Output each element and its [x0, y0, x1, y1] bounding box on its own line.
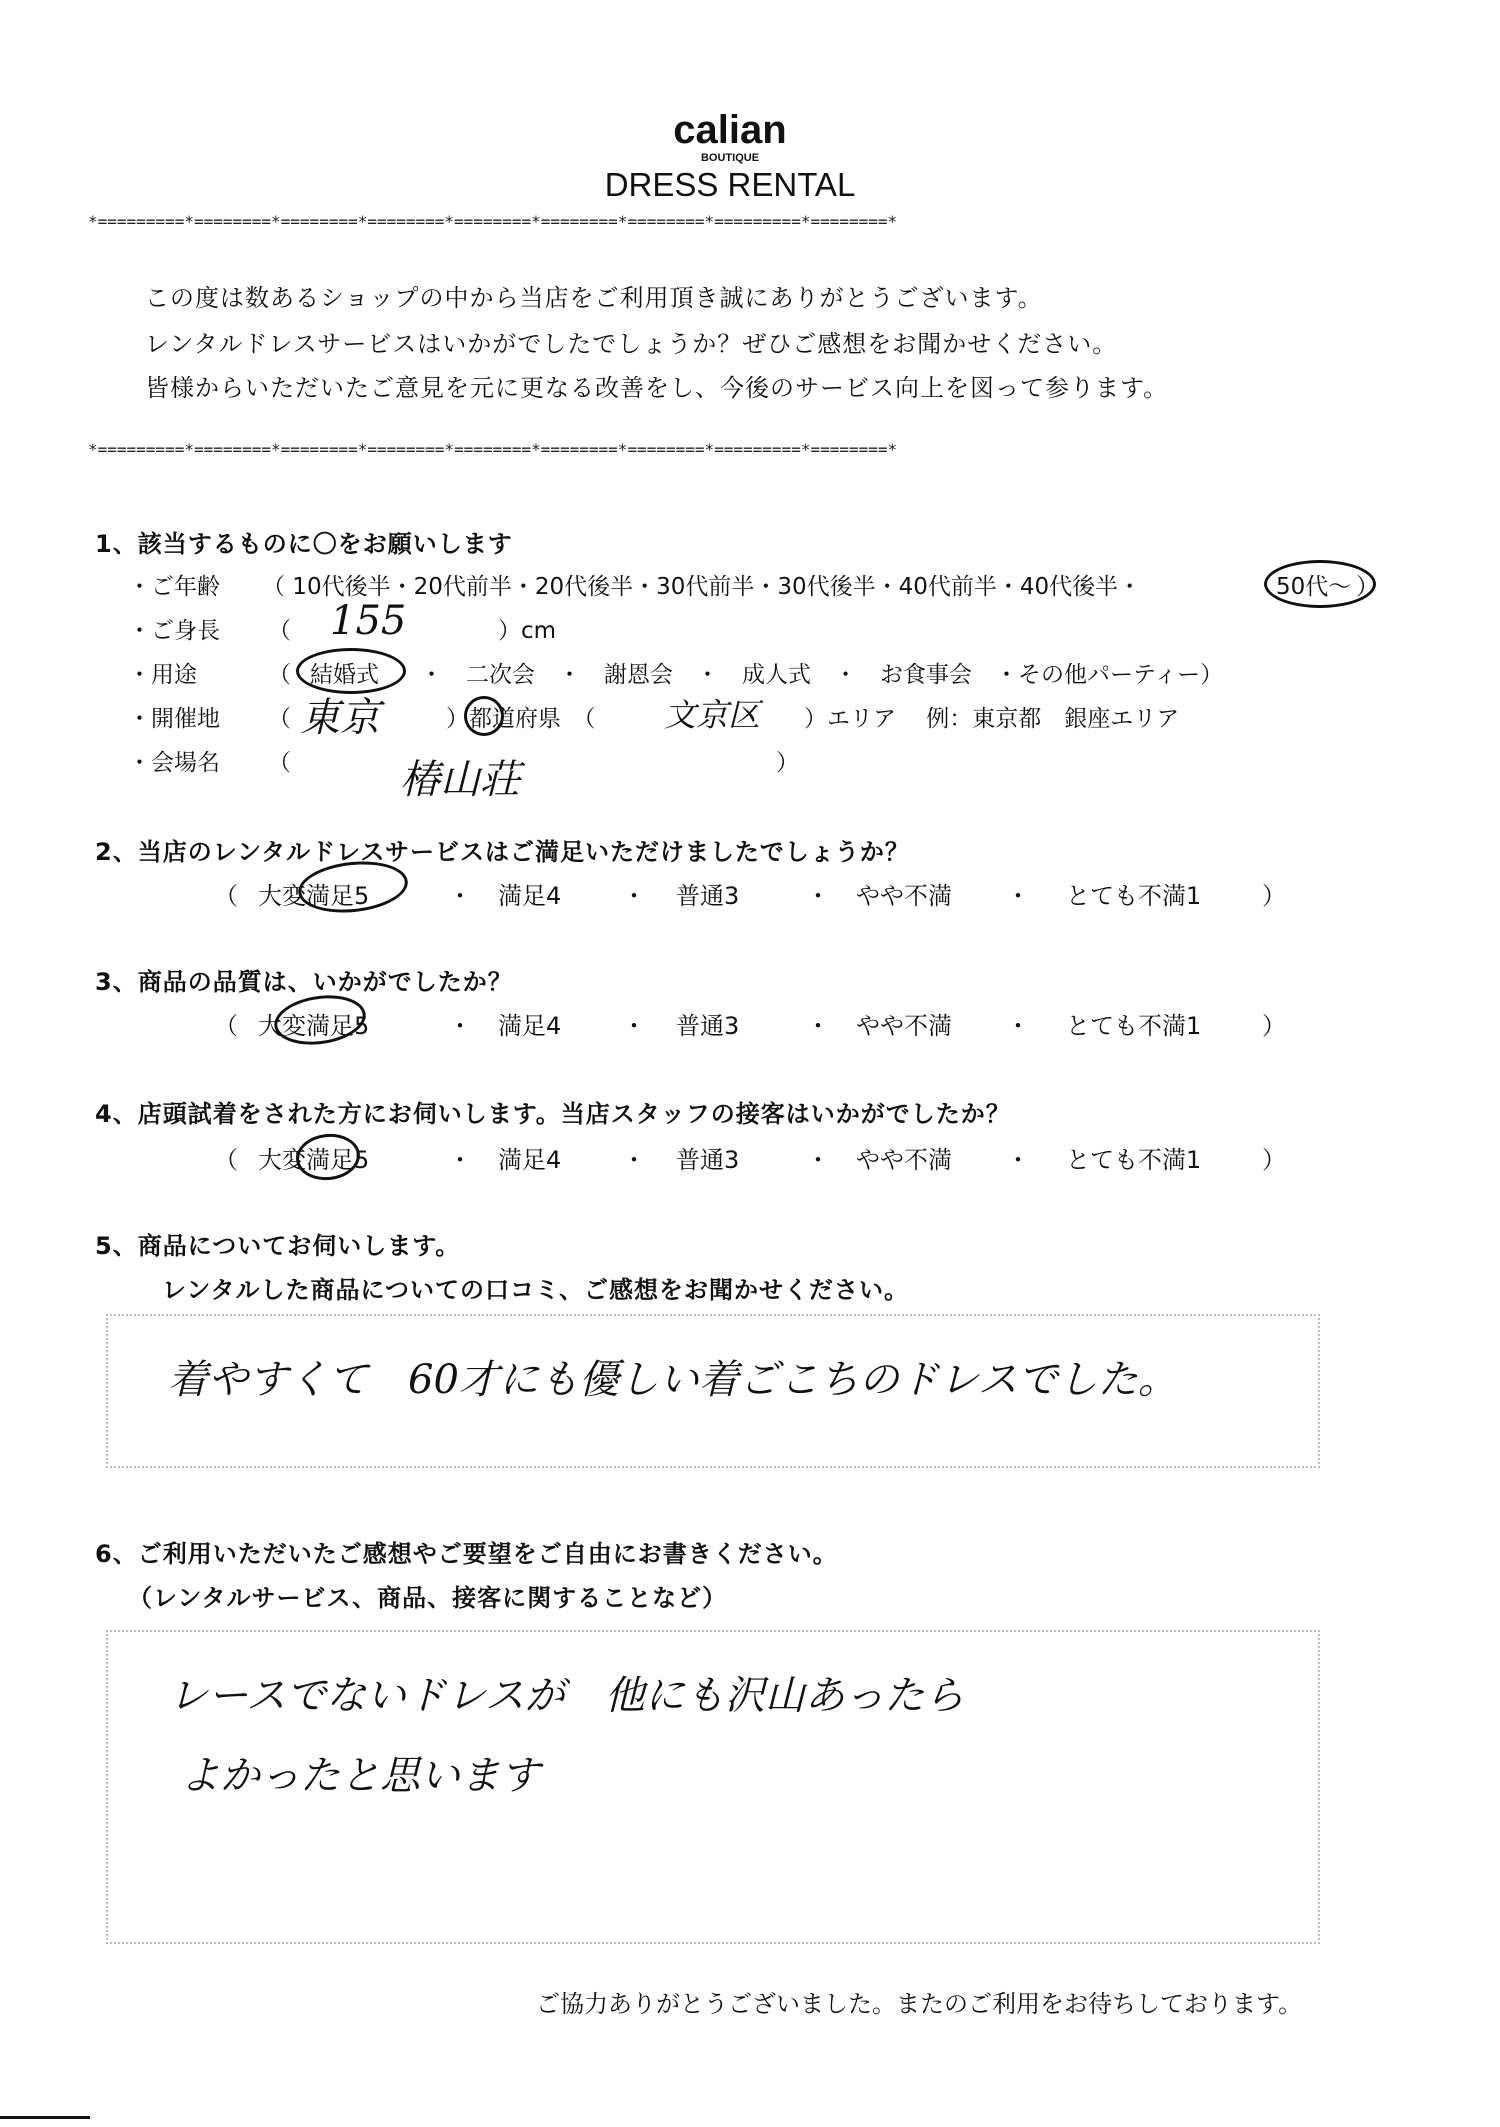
- place-label: ・開催地: [128, 706, 220, 732]
- place-open: （: [268, 706, 291, 732]
- doc-title: DRESS RENTAL: [604, 166, 856, 203]
- q6-title: 6、ご利用いただいたご感想やご要望をご自由にお書きください。: [95, 1540, 838, 1568]
- use-options: ・ 二次会 ・ 謝恩会 ・ 成人式 ・ お食事会 ・その他パーティー）: [420, 662, 1224, 688]
- q2-close: ）: [1262, 882, 1286, 910]
- q4-option: 満足4: [498, 1146, 562, 1174]
- q2-option: 満足4: [498, 882, 562, 910]
- q2-title: 2、当店のレンタルドレスサービスはご満足いただけましたでしょうか？: [95, 838, 910, 866]
- q4-circle-mark: [294, 1131, 362, 1183]
- use-open: （: [268, 662, 291, 688]
- place-pref-value: 東京: [300, 695, 380, 741]
- q5-answer: 着やすくて 60才にも優しい着ごこちのドレスでした。: [168, 1357, 1178, 1403]
- brand-logo: calian: [673, 108, 787, 152]
- q4-close: ）: [1262, 1146, 1286, 1174]
- q5-title: 5、商品についてお伺いします。: [95, 1232, 461, 1260]
- q6-answer-line-2: よかったと思います: [180, 1753, 540, 1799]
- q3-option: とても不満1: [1066, 1012, 1202, 1040]
- q4-title: 4、店頭試着をされた方にお伺いします。当店スタッフの接客はいかがでしたか？: [95, 1100, 1011, 1128]
- q3-option: やや不満: [856, 1012, 952, 1040]
- q5-subtitle: レンタルした商品についての口コミ、ご感想をお聞かせください。: [162, 1276, 909, 1304]
- venue-open: （: [268, 750, 291, 776]
- place-mid: ）都道府県 （: [446, 706, 596, 732]
- scan-edge-mark: [0, 2116, 90, 2119]
- q3-option: ・: [806, 1012, 830, 1040]
- q2-option: やや不満: [856, 882, 952, 910]
- place-area-value: 文京区: [664, 696, 761, 734]
- q2-option: ・: [1006, 882, 1030, 910]
- q1-title: 1、該当するものに〇をお願いします: [95, 530, 513, 558]
- use-selected: 結婚式: [310, 662, 379, 688]
- q2-option: ・: [806, 882, 830, 910]
- venue-label: ・会場名: [128, 750, 220, 776]
- q2-open: （: [214, 882, 238, 910]
- q3-option: 普通3: [676, 1012, 740, 1040]
- venue-close: ）: [776, 750, 799, 776]
- q4-option: ・: [806, 1146, 830, 1174]
- q4-open: （: [214, 1146, 238, 1174]
- q4-option: 普通3: [676, 1146, 740, 1174]
- q2-option: ・: [622, 882, 646, 910]
- intro-line-3: 皆様からいただいたご意見を元に更なる改善をし、今後のサービス向上を図って参ります。: [145, 374, 1169, 402]
- separator-bottom: *=========*========*========*========*========*========*========*=========*========*: [88, 440, 898, 459]
- q3-option: ・: [448, 1012, 472, 1040]
- use-label: ・用途: [128, 662, 197, 688]
- age-circle-mark: [1264, 560, 1376, 608]
- height-open: （: [268, 618, 291, 644]
- q4-option: ・: [448, 1146, 472, 1174]
- q2-option: 大変満足5: [258, 882, 370, 910]
- q4-option: とても不満1: [1066, 1146, 1202, 1174]
- q3-circle-mark: [271, 990, 369, 1050]
- age-close: ）: [1356, 574, 1379, 600]
- q2-option: 普通3: [676, 882, 740, 910]
- q4-option: ・: [622, 1146, 646, 1174]
- q3-open: （: [214, 1012, 238, 1040]
- height-value: 155: [330, 598, 407, 644]
- q4-option: ・: [1006, 1146, 1030, 1174]
- q2-option: ・: [448, 882, 472, 910]
- height-label: ・ご身長: [128, 618, 220, 644]
- q6-subtitle: （レンタルサービス、商品、接客に関することなど）: [128, 1584, 728, 1612]
- q2-option: とても不満1: [1066, 882, 1202, 910]
- q3-close: ）: [1262, 1012, 1286, 1040]
- q3-option: ・: [622, 1012, 646, 1040]
- q3-option: 大変満足5: [258, 1012, 370, 1040]
- age-label: ・ご年齢: [128, 574, 220, 600]
- q3-option: ・: [1006, 1012, 1030, 1040]
- age-options: （ 10代後半・20代前半・20代後半・30代前半・30代後半・40代前半・40代後半・: [262, 574, 1142, 600]
- separator-top: *=========*========*========*========*========*========*========*=========*========*: [88, 212, 898, 231]
- metro-circle-mark: [464, 696, 504, 736]
- closing-message: ご協力ありがとうございました。またのご利用をお待ちしております。: [536, 1990, 1303, 2018]
- venue-value: 椿山荘: [400, 757, 520, 803]
- age-selected: 50代〜: [1276, 574, 1352, 600]
- intro-line-1: この度は数あるショップの中から当店をご利用頂き誠にありがとうございます。: [145, 284, 1043, 312]
- place-close: ）エリア 例：東京都 銀座エリア: [804, 706, 1180, 732]
- q3-option: 満足4: [498, 1012, 562, 1040]
- intro-line-2: レンタルドレスサービスはいかがでしたでしょうか？ぜひご感想をお聞かせください。: [145, 330, 1118, 358]
- q6-answer-line-1: レースでないドレスが 他にも沢山あったら: [168, 1673, 965, 1719]
- height-close: ）cm: [498, 618, 557, 644]
- q4-option: やや不満: [856, 1146, 952, 1174]
- q4-option: 大変満足5: [258, 1146, 370, 1174]
- brand-sub: BOUTIQUE: [700, 152, 760, 164]
- q3-title: 3、商品の品質は、いかがでしたか？: [95, 968, 513, 996]
